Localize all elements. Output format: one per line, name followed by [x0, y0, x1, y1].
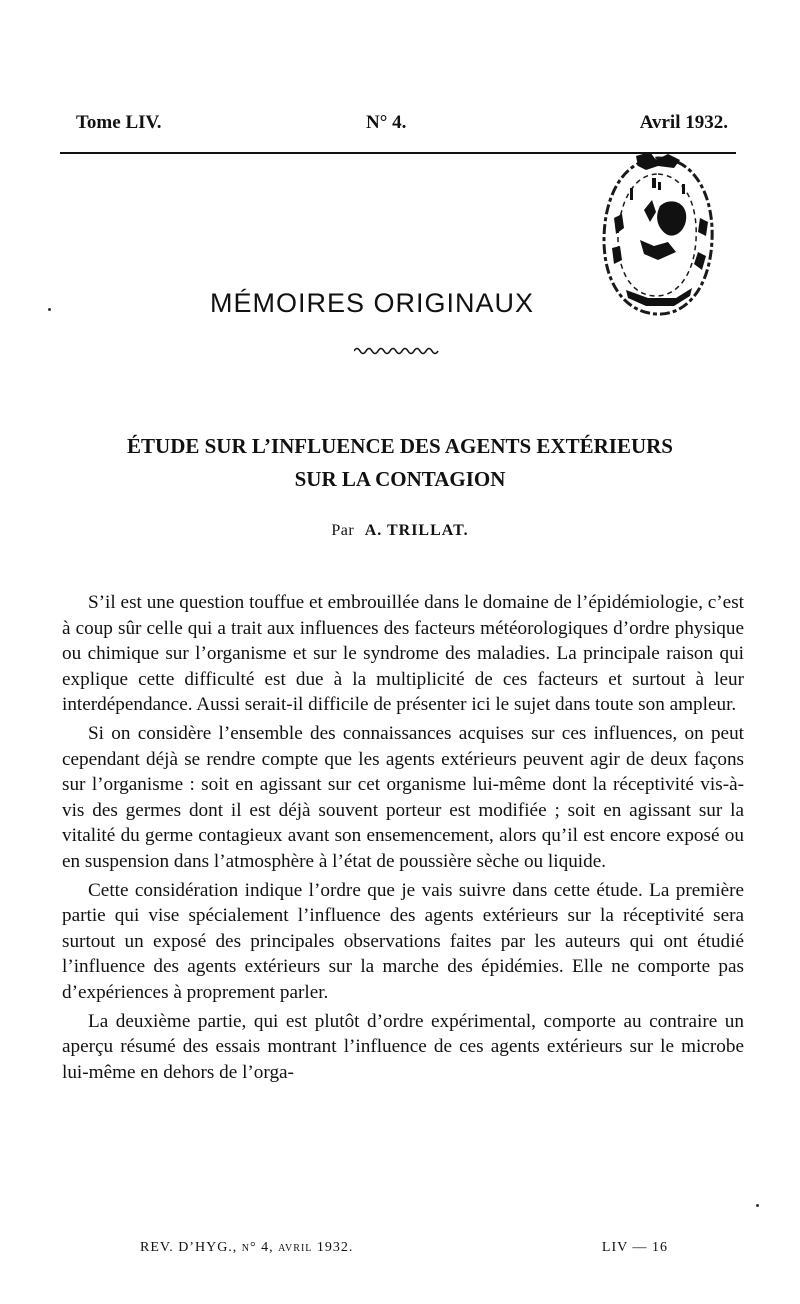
footer-page-number: LIV — 16 — [601, 1240, 668, 1255]
paragraph: S’il est une question touffue et embrouillée dans le domaine de l’épidémiologie, c’est à coup sûr celle qui a trait aux influences des facteurs météorologiques d’ordre physique ou chimique sur l’organisme et sur le syndrome des maladies. La principale raison qui explique cette difficulté est due à la multiplicité de ces facteurs et surtout à leur interdépendance. Aussi serait-il difficile de présenter ici le sujet dans toute son ampleur. — [62, 592, 744, 716]
byline-by: Par — [331, 522, 355, 539]
wavy-ornament-icon — [354, 344, 440, 356]
article-title-line-2: SUR LA CONTAGION — [294, 467, 506, 491]
byline — [0, 522, 800, 540]
header-tome: Tome LIV. — [76, 112, 162, 133]
byline-author: A. TRILLAT. — [364, 522, 469, 539]
header-date: Avril 1932. — [639, 112, 728, 133]
article-title-line-1: ÉTUDE SUR L’INFLUENCE DES AGENTS EXTÉRIEURS — [127, 434, 673, 458]
section-title-text: MÉMOIRES ORIGINAUX — [209, 288, 535, 318]
print-speck — [756, 1204, 759, 1207]
paragraph: Si on considère l’ensemble des connaissances acquises sur ces influences, on peut cependant déjà se rendre compte que les agents extérieurs peuvent agir de deux façons sur l’organisme : soit en agissant sur cet organisme lui-même dont la réceptivité vis-à-vis des germes dont il est déjà souvent porteur est modifiée ; soit en agissant sur la vitalité du germe contagieux avant son ensemencement, alors qu’il est encore exposé ou en suspension dans l’atmosphère à l’état de poussière sèche ou liquide. — [62, 722, 744, 872]
page-footer — [140, 1240, 680, 1260]
section-title — [0, 288, 800, 319]
header-issue-number: N° 4. — [366, 112, 407, 133]
page-header — [76, 112, 736, 142]
article-body — [62, 590, 744, 1088]
paragraph: La deuxième partie, qui est plutôt d’ordre expérimental, comporte au contraire un aperçu résumé des essais montrant l’influence de ces agents extérieurs sur le microbe lui-même en dehors de l’orga- — [62, 1010, 744, 1083]
footer-citation: REV. D’HYG., n° 4, avril 1932. — [140, 1240, 354, 1255]
article-title — [0, 430, 800, 496]
paragraph: Cette considération indique l’ordre que je vais suivre dans cette étude. La première partie qui vise spécialement l’influence des agents extérieurs sur la réceptivité sera surtout un exposé des principales observations faites par les auteurs qui ont étudié l’influence des agents extérieurs sur la marche des épidémies. Elle ne comporte pas d’expériences à proprement parler. — [62, 879, 744, 1003]
print-speck — [48, 308, 51, 311]
